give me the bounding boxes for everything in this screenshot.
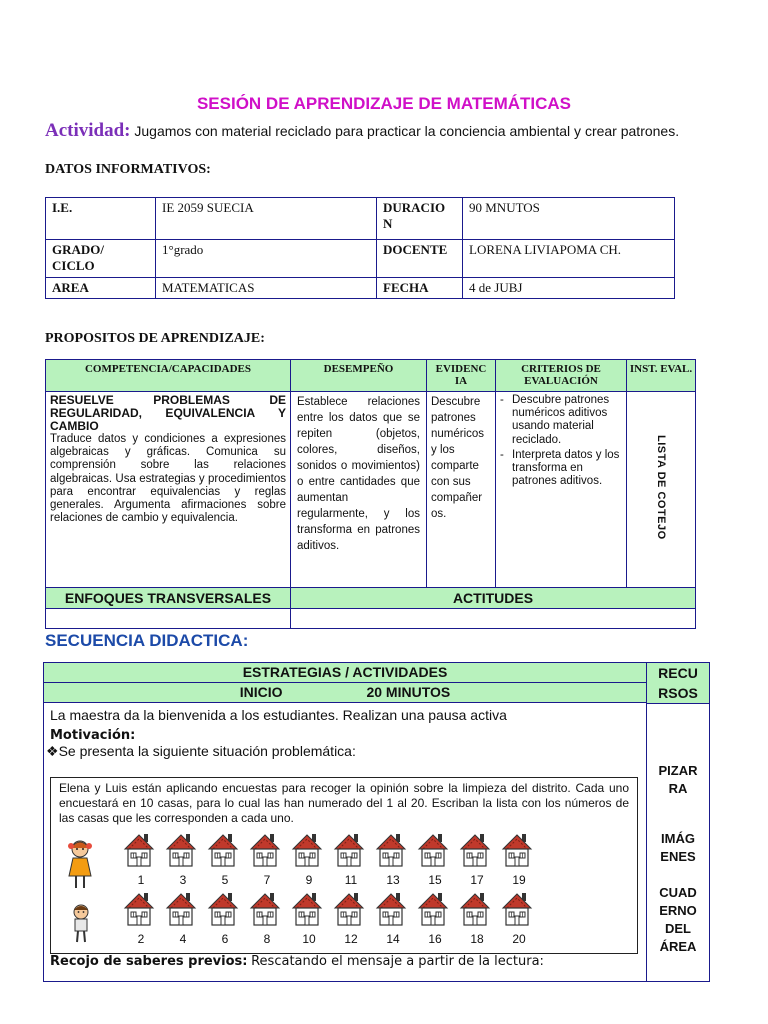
secuencia-title: SECUENCIA DIDACTICA: [45, 631, 249, 650]
inst-text: LISTA DE COTEJO [655, 434, 667, 540]
house-number: 13 [386, 873, 400, 887]
inst-cell [627, 392, 696, 588]
house-number: 4 [179, 932, 187, 946]
house-icon [417, 832, 453, 873]
house-item [249, 832, 285, 887]
activity-text: Jugamos con material reciclado para practicar la conciencia ambiental y crear patrones. [134, 123, 680, 139]
fecha-value: 4 de JUBJ [463, 278, 675, 299]
house-icon [459, 891, 495, 932]
house-item [417, 832, 453, 887]
recojo-label: Recojo de saberes previos: [50, 954, 248, 969]
recurso-pizarra: PIZAR RA [658, 763, 698, 796]
house-number: 10 [302, 932, 316, 946]
house-icon [375, 832, 411, 873]
house-number: 2 [137, 932, 145, 946]
house-item [249, 891, 285, 946]
house-item [123, 891, 159, 946]
house-icon [165, 832, 201, 873]
motivacion-label: Motivación: [50, 728, 136, 743]
house-number: 18 [470, 932, 484, 946]
recojo-text: Rescatando el mensaje a partir de la lectura: [251, 954, 544, 969]
house-icon [291, 832, 327, 873]
house-item [165, 832, 201, 887]
house-number: 1 [137, 873, 145, 887]
desempeno-cell: Establece relaciones entre los datos que se repiten (objetos, colores, diseños, sonidos o movimientos) o entre cantidades que aumentan regularmente, y los transforma en patrones aditivos. [291, 392, 427, 588]
house-icon [501, 832, 537, 873]
problem-box [50, 777, 638, 954]
inicio-label: INICIO [239, 684, 283, 700]
actitudes-label: ACTITUDES [291, 588, 696, 609]
house-item [501, 891, 537, 946]
criterio-item: - Interpreta datos y los transforma en patrones aditivos. [500, 448, 620, 488]
grado-label: GRADO/ CICLO [46, 240, 156, 278]
enfoques-value [46, 609, 291, 629]
competencia-text: Traduce datos y condiciones a expresiones algebraicas y gráficas. Comunica su comprensión sobre las relaciones algebraicas. Usa estrategias y procedimientos para encontrar equivalencias y reglas generales. Argumenta afirmaciones sobre relaciones de cambio y equivalencia. [50, 433, 286, 525]
house-item [165, 891, 201, 946]
datos-heading: DATOS INFORMATIVOS: [45, 162, 211, 177]
house-icon [207, 891, 243, 932]
house-item [375, 832, 411, 887]
propositos-table [45, 359, 696, 629]
docente-value: LORENA LIVIAPOMA CH. [463, 240, 675, 278]
house-icon [165, 891, 201, 932]
intro-text: La maestra da la bienvenida a los estudiantes. Realizan una pausa activa [50, 707, 507, 723]
house-icon [291, 891, 327, 932]
problem-text: Elena y Luis están aplicando encuestas para recoger la opinión sobre la limpieza del distrito. Cada uno encuestará en 10 casas, para lo cual las han numerado del 1 al 20. Escriban la lista con los números de las casas que les corresponden a cada uno. [59, 781, 629, 825]
enfoques-label: ENFOQUES TRANSVERSALES [46, 588, 291, 609]
ie-value: IE 2059 SUECIA [156, 198, 377, 240]
house-item [417, 891, 453, 946]
presenta-line [46, 743, 640, 760]
header-desempeno: DESEMPEÑO [291, 360, 427, 392]
house-number: 5 [221, 873, 229, 887]
diamond-bullet-icon: ❖ [46, 743, 59, 759]
docente-label: DOCENTE [377, 240, 463, 278]
activity-line [45, 120, 679, 142]
fecha-label: FECHA [377, 278, 463, 299]
activity-label: Actividad: [45, 120, 131, 141]
house-icon [249, 832, 285, 873]
estrategias-column [44, 663, 647, 982]
presenta-text: Se presenta la siguiente situación problemática: [58, 743, 356, 759]
criterio-item: - Descubre patrones numéricos aditivos usando material reciclado. [500, 394, 610, 446]
house-icon [459, 832, 495, 873]
estrategias-header: ESTRATEGIAS / ACTIVIDADES [44, 663, 646, 683]
inicio-body [44, 702, 646, 975]
page-title: SESIÓN DE APRENDIZAJE DE MATEMÁTICAS [196, 94, 572, 113]
house-item [501, 832, 537, 887]
inicio-time: 20 MINUTOS [366, 684, 451, 700]
evidencia-cell: Descubre patrones numéricos y los comparte con sus compañer os. [427, 392, 496, 588]
house-icon [123, 832, 159, 873]
house-number: 17 [470, 873, 484, 887]
house-item [333, 832, 369, 887]
house-item [333, 891, 369, 946]
recurso-imagenes: IMÁG ENES [660, 831, 696, 864]
girl-figure-icon [65, 838, 95, 892]
secuencia-table [43, 662, 710, 982]
house-number: 7 [263, 873, 271, 887]
area-value: MATEMATICAS [156, 278, 377, 299]
house-number: 15 [428, 873, 442, 887]
criterios-cell [496, 392, 627, 588]
house-number: 16 [428, 932, 442, 946]
house-number: 19 [512, 873, 526, 887]
house-item [291, 891, 327, 946]
grado-value: 1°grado [156, 240, 377, 278]
house-icon [207, 832, 243, 873]
house-icon [417, 891, 453, 932]
house-icon [249, 891, 285, 932]
house-icon [501, 891, 537, 932]
house-item [207, 832, 243, 887]
actitudes-value [291, 609, 696, 629]
house-item [459, 832, 495, 887]
recurso-cuaderno: CUAD ERNO DEL ÁREA [659, 885, 697, 954]
house-item [459, 891, 495, 946]
recursos-header: RECU RSOS [647, 663, 709, 704]
house-number: 20 [512, 932, 526, 946]
house-item [375, 891, 411, 946]
recojo-line [50, 953, 544, 969]
area-label: AREA [46, 278, 156, 299]
recursos-column [647, 663, 710, 982]
header-inst: INST. EVAL. [627, 360, 696, 392]
house-number: 9 [305, 873, 313, 887]
house-icon [333, 891, 369, 932]
house-icon [333, 832, 369, 873]
house-number: 3 [179, 873, 187, 887]
competencia-cell [46, 392, 291, 588]
house-number: 8 [263, 932, 271, 946]
header-evidencia: EVIDENC IA [427, 360, 496, 392]
inicio-header [44, 683, 646, 702]
competencia-title: RESUELVE PROBLEMAS DE REGULARIDAD, EQUIVALENCIA Y CAMBIO [50, 393, 286, 433]
boy-figure-icon [69, 903, 93, 945]
house-item [123, 832, 159, 887]
house-number: 12 [344, 932, 358, 946]
odd-houses-row [123, 832, 533, 890]
propositos-heading: PROPOSITOS DE APRENDIZAJE: [45, 331, 265, 346]
house-number: 6 [221, 932, 229, 946]
house-icon [123, 891, 159, 932]
house-item [291, 832, 327, 887]
header-competencia: COMPETENCIA/CAPACIDADES [46, 360, 291, 392]
ie-label: I.E. [46, 198, 156, 240]
info-table [45, 197, 675, 299]
duracion-label: DURACIO N [377, 198, 463, 240]
header-criterios: CRITERIOS DE EVALUACIÓN [496, 360, 627, 392]
house-item [207, 891, 243, 946]
house-number: 14 [386, 932, 400, 946]
house-icon [375, 891, 411, 932]
even-houses-row [123, 891, 533, 949]
house-number: 11 [344, 873, 358, 887]
duracion-value: 90 MNUTOS [463, 198, 675, 240]
